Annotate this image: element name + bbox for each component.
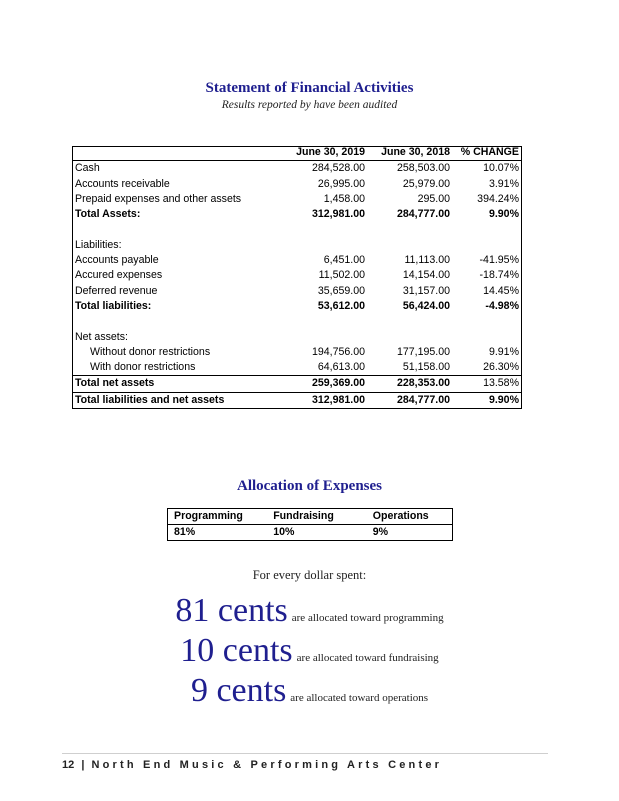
dollar-intro: For every dollar spent:	[252, 568, 367, 582]
row-label: Total net assets	[72, 376, 278, 392]
spacer-row	[72, 314, 522, 329]
cell-2018: 284,777.00	[396, 208, 450, 221]
cell-2018: 284,777.00	[368, 392, 453, 408]
cell-2019: 35,659.00	[317, 284, 365, 297]
allocation-value: 81%	[174, 526, 196, 538]
column-header: June 30, 2019	[278, 145, 368, 161]
row-label: Deferred revenue	[75, 284, 158, 297]
row-label: Accounts receivable	[75, 177, 170, 190]
allocation-value: 10%	[273, 526, 295, 538]
cell-2018: 51,158.00	[402, 361, 450, 374]
cell-2019: 53,612.00	[317, 299, 365, 312]
statement-amount: 9 cents	[190, 672, 287, 709]
cell-2019: 6,451.00	[323, 254, 365, 267]
allocation-value-row	[168, 525, 453, 541]
cell-2018: 228,353.00	[368, 376, 453, 392]
statement-amount: 10 cents	[180, 632, 293, 669]
cell-2019: 26,995.00	[317, 177, 365, 190]
cell-2019: 11,502.00	[318, 269, 365, 282]
table-row	[72, 192, 522, 207]
spacer-row	[72, 222, 522, 237]
cell-2019: 284,528.00	[311, 162, 365, 175]
cell-2018: 56,424.00	[402, 299, 450, 312]
page-footer	[62, 759, 442, 771]
total-row	[72, 207, 522, 222]
organization-name: North End Music & Performing Arts Center	[91, 759, 443, 771]
table-row	[72, 161, 522, 177]
cell-2018: 31,157.00	[402, 284, 450, 297]
column-header: Fundraising	[267, 509, 367, 525]
cell-change: 3.91%	[488, 177, 519, 190]
statement-text: are allocated toward programming	[291, 612, 444, 624]
section-label-row	[72, 238, 522, 253]
column-header: June 30, 2018	[368, 145, 453, 161]
statement-programming	[0, 592, 619, 630]
cell-change: 14.45%	[483, 284, 519, 297]
statement-text: are allocated toward operations	[290, 692, 429, 704]
row-label: Accured expenses	[75, 269, 163, 282]
cell-2019: 1,458.00	[323, 192, 365, 205]
row-label: Total liabilities and net assets	[72, 392, 278, 408]
row-label: Without donor restrictions	[90, 345, 211, 358]
page-number: 12	[62, 759, 75, 771]
table-row	[72, 177, 522, 192]
cell-change: -4.98%	[485, 299, 519, 312]
cell-2018: 25,979.00	[402, 177, 450, 190]
cell-2018: 177,195.00	[396, 345, 450, 358]
row-label: Total liabilities:	[75, 299, 152, 312]
table-row	[72, 345, 522, 360]
cell-change: -41.95%	[479, 254, 519, 267]
column-header	[72, 145, 278, 161]
table-row	[72, 268, 522, 283]
cell-change: 9.91%	[488, 345, 519, 358]
statement-amount: 81 cents	[175, 592, 288, 629]
cell-2019: 312,981.00	[311, 208, 365, 221]
row-label: Total Assets:	[75, 208, 141, 221]
cell-change: 394.24%	[477, 192, 519, 205]
cell-change: 9.90%	[488, 208, 519, 221]
statement-text: are allocated toward fundraising	[296, 652, 439, 664]
cell-change: 10.07%	[483, 162, 519, 175]
allocation-header-row	[168, 509, 453, 525]
table-row	[72, 253, 522, 268]
column-header: Operations	[367, 509, 453, 525]
row-label: Prepaid expenses and other assets	[75, 192, 242, 205]
footer-divider	[62, 753, 548, 754]
section-label: Net assets:	[75, 330, 128, 343]
total-row	[72, 376, 522, 392]
cell-2019: 312,981.00	[278, 392, 368, 408]
cell-2019: 64,613.00	[317, 361, 365, 374]
financial-table	[72, 145, 522, 408]
section-label-row	[72, 330, 522, 345]
cell-2019: 259,369.00	[278, 376, 368, 392]
statement-title: Statement of Financial Activities	[205, 80, 414, 96]
statement-operations	[0, 672, 619, 710]
table-row	[72, 284, 522, 299]
cell-change: 13.58%	[453, 376, 522, 392]
grand-total-row	[72, 392, 522, 408]
section-label: Liabilities:	[75, 238, 122, 251]
table-header-row	[72, 145, 522, 161]
row-label: Accounts payable	[75, 254, 159, 267]
allocation-title: Allocation of Expenses	[236, 478, 382, 494]
row-label: Cash	[75, 162, 100, 175]
cell-2018: 11,113.00	[404, 254, 450, 267]
total-row	[72, 299, 522, 314]
cell-2018: 14,154.00	[402, 269, 450, 282]
footer-separator: |	[81, 759, 85, 771]
statement-fundraising	[0, 632, 619, 670]
cell-2018: 295.00	[417, 192, 450, 205]
cell-change: -18.74%	[479, 269, 519, 282]
row-label: With donor restrictions	[90, 361, 196, 374]
cell-2019: 194,756.00	[311, 345, 365, 358]
column-header: Programming	[168, 509, 268, 525]
allocation-value: 9%	[372, 526, 389, 538]
cell-2018: 258,503.00	[396, 162, 450, 175]
cell-change: 26.30%	[483, 361, 519, 374]
column-header: % CHANGE	[453, 145, 522, 161]
cell-change: 9.90%	[453, 392, 522, 408]
statement-subtitle: Results reported by have been audited	[221, 99, 398, 111]
allocation-table	[167, 508, 453, 541]
table-row	[72, 360, 522, 376]
